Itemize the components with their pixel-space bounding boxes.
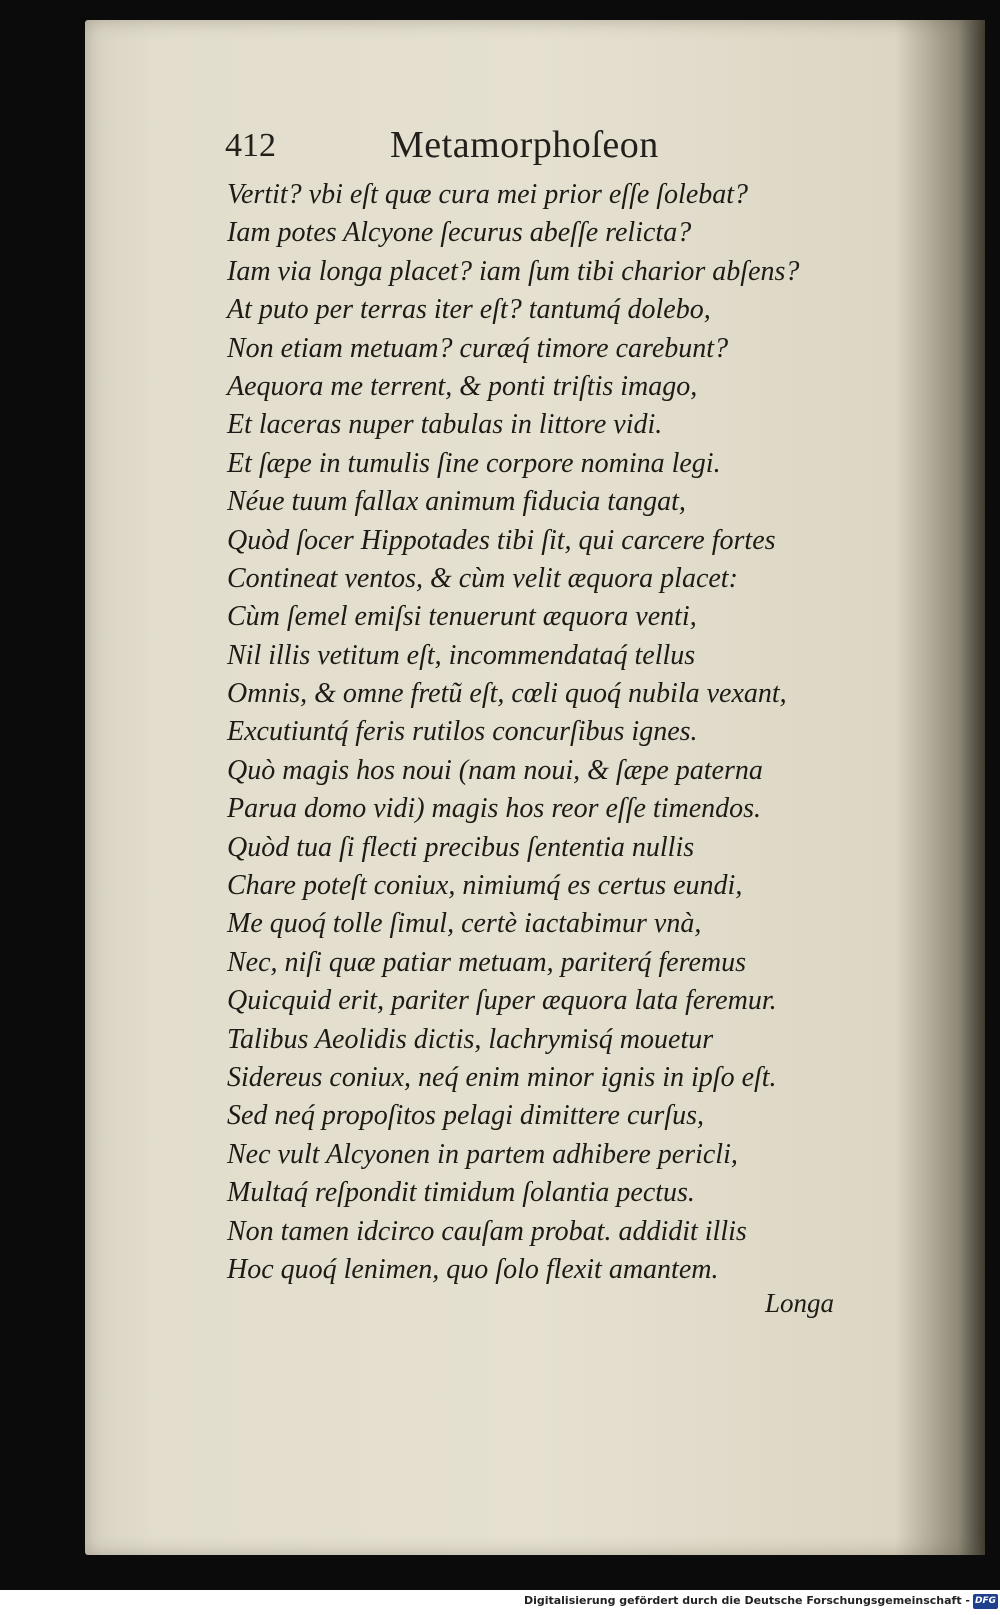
verse-line: Nec vult Alcyonen in partem adhibere pericli,: [227, 1138, 738, 1170]
verse-line: Talibus Aeolidis dictis, lachrymisq́ mouetur: [227, 1023, 714, 1055]
verse-line: Non etiam metuam? curæq́ timore carebunt?: [227, 332, 729, 364]
verse-line: Hoc quoq́ lenimen, quo ſolo flexit amantem.: [227, 1253, 719, 1285]
verse-line: Néue tuum fallax animum fiducia tangat,: [227, 486, 686, 518]
page-header: [225, 115, 785, 175]
verse-line: Chare poteſt coniux, nimiumq́ es certus eundi,: [227, 870, 743, 902]
verse-line: Nec, niſi quæ patiar metuam, pariterq́ feremus: [227, 946, 746, 978]
catchword: Longa: [765, 1288, 835, 1318]
verse-line: Iam potes Alcyone ſecurus abeſſe relicta?: [227, 217, 692, 249]
verse-line: Non tamen idcirco cauſam probat. addidit illis: [227, 1215, 747, 1247]
verse-line: Quòd tua ſi flecti precibus ſententia nullis: [227, 831, 695, 863]
verse-line: Et ſæpe in tumulis ſine corpore nomina legi.: [227, 447, 721, 479]
running-title: Metamorphoſeon: [390, 124, 659, 166]
verse-line: Quicquid erit, pariter ſuper æquora lata feremur.: [227, 985, 777, 1017]
verse-text: [227, 176, 887, 1289]
book-page: [85, 20, 985, 1555]
dfg-logo-icon: DFG: [973, 1594, 998, 1609]
verse-line: Multaq́ reſpondit timidum ſolantia pectus.: [227, 1177, 695, 1209]
verse-line: Nil illis vetitum eſt, incommendataq́ tellus: [227, 639, 696, 671]
verse-line: Omnis, & omne fretũ eſt, cœli quoq́ nubila vexant,: [227, 678, 787, 710]
verse-line: Cùm ſemel emiſsi tenuerunt æquora venti,: [227, 601, 697, 633]
funding-credit: Digitalisierung gefördert durch die Deutsche Forschungsgemeinschaft -: [523, 1594, 970, 1607]
verse-line: Quòd ſocer Hippotades tibi ſit, qui carcere fortes: [227, 524, 776, 556]
footer-bar: [0, 1590, 1000, 1615]
verse-line: Iam via longa placet? iam ſum tibi charior abſens?: [227, 255, 800, 287]
verse-line: At puto per terras iter eſt? tantumq́ dolebo,: [227, 294, 711, 326]
verse-line: Et laceras nuper tabulas in littore vidi.: [227, 409, 663, 441]
verse-line: Sed neq́ propoſitos pelagi dimittere curſus,: [227, 1100, 704, 1132]
verse-line: Parua domo vidi) magis hos reor eſſe timendos.: [227, 793, 762, 825]
page-number: 412: [225, 127, 276, 164]
verse-line: Sidereus coniux, neq́ enim minor ignis in ipſo eſt.: [227, 1061, 777, 1093]
verse-line: Aequora me terrent, & ponti triſtis imago,: [227, 370, 698, 402]
verse-line: Contineat ventos, & cùm velit æquora placet:: [227, 562, 738, 594]
verse-line: Excutiuntq́ feris rutilos concurſibus ignes.: [227, 716, 698, 748]
verse-line: Quò magis hos noui (nam noui, & ſæpe paterna: [227, 754, 763, 786]
verse-line: Vertit? vbi eſt quæ cura mei prior eſſe ſolebat?: [227, 179, 749, 210]
verse-line: Me quoq́ tolle ſimul, certè iactabimur vnà,: [227, 908, 702, 940]
